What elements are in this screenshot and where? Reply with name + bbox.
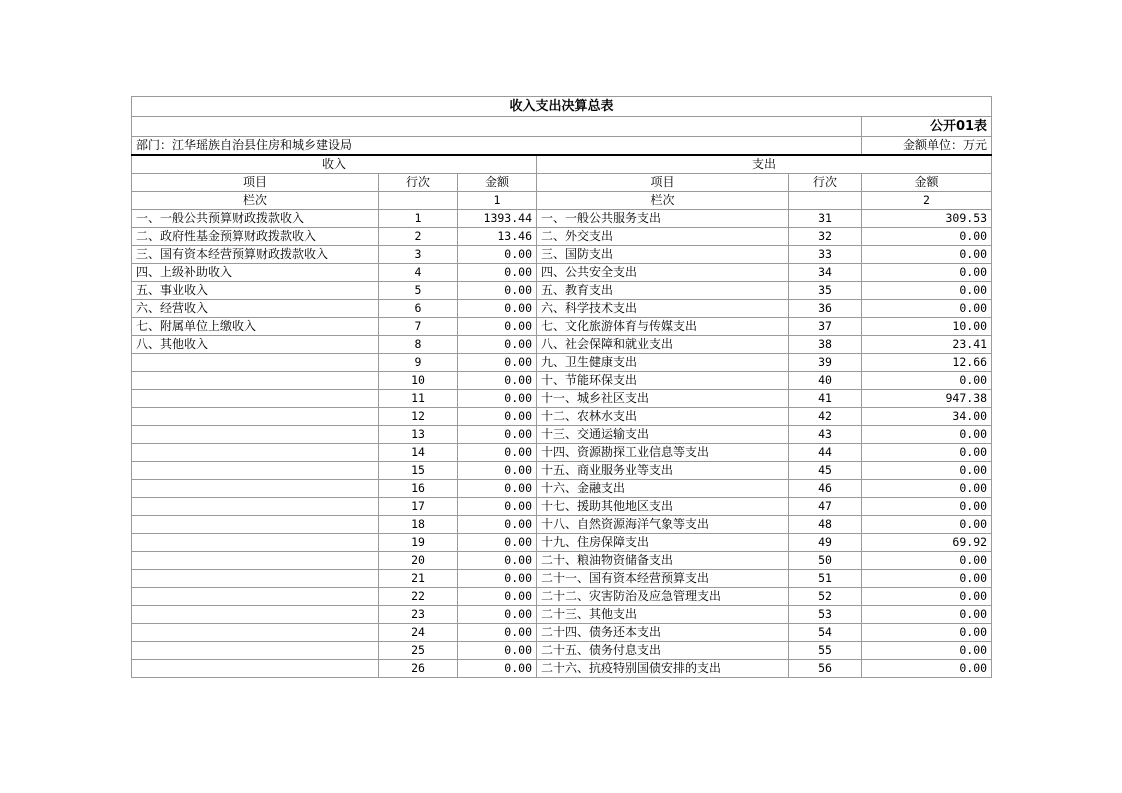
income-item	[132, 390, 379, 408]
expense-item: 十一、城乡社区支出	[537, 390, 789, 408]
expense-row-number: 37	[789, 318, 862, 336]
income-amount: 0.00	[458, 642, 537, 660]
table-code: 公开01表	[862, 117, 992, 137]
expense-amount: 0.00	[862, 660, 992, 678]
income-amount: 0.00	[458, 624, 537, 642]
income-amount: 0.00	[458, 462, 537, 480]
expense-item: 一、一般公共服务支出	[537, 210, 789, 228]
table-row	[132, 534, 992, 552]
unit-label: 金额单位：万元	[862, 137, 992, 156]
expense-row-number: 39	[789, 354, 862, 372]
table-row	[132, 246, 992, 264]
expense-row-number: 34	[789, 264, 862, 282]
income-row-number: 22	[379, 588, 458, 606]
income-amount: 0.00	[458, 444, 537, 462]
income-item	[132, 444, 379, 462]
income-item	[132, 624, 379, 642]
table-row	[132, 588, 992, 606]
column-number-row	[132, 192, 992, 210]
expense-amount: 0.00	[862, 282, 992, 300]
income-item	[132, 660, 379, 678]
expense-item: 六、科学技术支出	[537, 300, 789, 318]
income-row-number: 11	[379, 390, 458, 408]
income-rowno-header: 行次	[379, 174, 458, 192]
income-item	[132, 570, 379, 588]
expense-amount: 0.00	[862, 246, 992, 264]
expense-item: 十三、交通运输支出	[537, 426, 789, 444]
expense-row-number: 42	[789, 408, 862, 426]
expense-row-number: 52	[789, 588, 862, 606]
expense-amount: 23.41	[862, 336, 992, 354]
expense-amount: 0.00	[862, 516, 992, 534]
expense-row-number: 50	[789, 552, 862, 570]
expense-row-number: 36	[789, 300, 862, 318]
income-item: 三、国有资本经营预算财政拨款收入	[132, 246, 379, 264]
expense-amount: 0.00	[862, 264, 992, 282]
expense-amount: 12.66	[862, 354, 992, 372]
expense-row-number: 31	[789, 210, 862, 228]
income-row-number: 1	[379, 210, 458, 228]
expense-item: 四、公共安全支出	[537, 264, 789, 282]
income-item	[132, 516, 379, 534]
income-row-number: 15	[379, 462, 458, 480]
expense-item: 二十三、其他支出	[537, 606, 789, 624]
expense-item: 二十一、国有资本经营预算支出	[537, 570, 789, 588]
expense-row-number: 48	[789, 516, 862, 534]
expense-row-number: 38	[789, 336, 862, 354]
expense-row-number: 56	[789, 660, 862, 678]
income-item	[132, 426, 379, 444]
table-row	[132, 480, 992, 498]
income-row-number: 5	[379, 282, 458, 300]
income-col-label: 栏次	[132, 192, 379, 210]
expense-item: 二十四、债务还本支出	[537, 624, 789, 642]
expense-item: 二十六、抗疫特别国债安排的支出	[537, 660, 789, 678]
income-row-number: 12	[379, 408, 458, 426]
income-item	[132, 462, 379, 480]
expense-row-number: 40	[789, 372, 862, 390]
expense-amount: 0.00	[862, 588, 992, 606]
expense-item: 十五、商业服务业等支出	[537, 462, 789, 480]
income-amount: 0.00	[458, 318, 537, 336]
income-row-number: 26	[379, 660, 458, 678]
income-expense-table	[131, 96, 992, 678]
income-amount: 0.00	[458, 246, 537, 264]
income-row-number: 7	[379, 318, 458, 336]
expense-col-label: 栏次	[537, 192, 789, 210]
income-amount: 0.00	[458, 354, 537, 372]
table-row	[132, 282, 992, 300]
income-item: 八、其他收入	[132, 336, 379, 354]
income-amount: 0.00	[458, 390, 537, 408]
expense-item: 十八、自然资源海洋气象等支出	[537, 516, 789, 534]
expense-item: 八、社会保障和就业支出	[537, 336, 789, 354]
income-row-number: 6	[379, 300, 458, 318]
expense-row-number: 54	[789, 624, 862, 642]
income-amount: 0.00	[458, 516, 537, 534]
table-row	[132, 642, 992, 660]
table-row	[132, 660, 992, 678]
income-item: 四、上级补助收入	[132, 264, 379, 282]
income-item	[132, 552, 379, 570]
expense-amount: 0.00	[862, 426, 992, 444]
table-row	[132, 354, 992, 372]
expense-row-number: 41	[789, 390, 862, 408]
income-amount: 0.00	[458, 498, 537, 516]
income-item	[132, 606, 379, 624]
income-row-number: 16	[379, 480, 458, 498]
income-item	[132, 642, 379, 660]
expense-amount: 34.00	[862, 408, 992, 426]
table-row	[132, 336, 992, 354]
income-amount: 13.46	[458, 228, 537, 246]
expense-row-number: 49	[789, 534, 862, 552]
expense-row-number: 53	[789, 606, 862, 624]
title-row	[132, 97, 992, 117]
income-row-number: 25	[379, 642, 458, 660]
income-item	[132, 372, 379, 390]
expense-amount: 0.00	[862, 498, 992, 516]
expense-amount: 0.00	[862, 480, 992, 498]
table-row	[132, 570, 992, 588]
income-amount: 0.00	[458, 570, 537, 588]
table-row	[132, 498, 992, 516]
table-row	[132, 606, 992, 624]
expense-row-number: 33	[789, 246, 862, 264]
income-item: 五、事业收入	[132, 282, 379, 300]
expense-row-number: 35	[789, 282, 862, 300]
expense-section-header: 支出	[537, 155, 992, 174]
expense-amount: 0.00	[862, 228, 992, 246]
department-label: 部门：江华瑶族自治县住房和城乡建设局	[132, 137, 862, 156]
income-item: 七、附属单位上缴收入	[132, 318, 379, 336]
expense-item: 十七、援助其他地区支出	[537, 498, 789, 516]
table-row	[132, 300, 992, 318]
expense-amount: 309.53	[862, 210, 992, 228]
income-row-number: 9	[379, 354, 458, 372]
income-item: 二、政府性基金预算财政拨款收入	[132, 228, 379, 246]
expense-amount: 0.00	[862, 444, 992, 462]
table-row	[132, 228, 992, 246]
table-row	[132, 624, 992, 642]
income-amount: 0.00	[458, 606, 537, 624]
income-amount: 0.00	[458, 336, 537, 354]
income-item	[132, 408, 379, 426]
income-amount: 0.00	[458, 588, 537, 606]
department-row	[132, 137, 992, 156]
expense-item: 二、外交支出	[537, 228, 789, 246]
income-amount: 0.00	[458, 372, 537, 390]
income-row-number: 10	[379, 372, 458, 390]
expense-row-number: 32	[789, 228, 862, 246]
income-row-number: 24	[379, 624, 458, 642]
table-row	[132, 516, 992, 534]
expense-item: 十二、农林水支出	[537, 408, 789, 426]
income-item	[132, 588, 379, 606]
expense-item: 十四、资源勘探工业信息等支出	[537, 444, 789, 462]
expense-col-number: 2	[862, 192, 992, 210]
income-row-number: 14	[379, 444, 458, 462]
expense-amount: 10.00	[862, 318, 992, 336]
income-item	[132, 480, 379, 498]
expense-amount: 69.92	[862, 534, 992, 552]
expense-amount: 947.38	[862, 390, 992, 408]
income-row-number: 13	[379, 426, 458, 444]
income-section-header: 收入	[132, 155, 537, 174]
table-row	[132, 264, 992, 282]
income-amount-header: 金额	[458, 174, 537, 192]
table-row	[132, 426, 992, 444]
table-row	[132, 372, 992, 390]
income-amount: 0.00	[458, 552, 537, 570]
expense-item: 九、卫生健康支出	[537, 354, 789, 372]
income-row-number: 8	[379, 336, 458, 354]
income-col-number: 1	[458, 192, 537, 210]
expense-amount: 0.00	[862, 606, 992, 624]
expense-item: 十九、住房保障支出	[537, 534, 789, 552]
expense-amount: 0.00	[862, 462, 992, 480]
income-amount: 0.00	[458, 660, 537, 678]
expense-item: 十六、金融支出	[537, 480, 789, 498]
expense-rowno-header: 行次	[789, 174, 862, 192]
expense-row-number: 55	[789, 642, 862, 660]
income-row-number: 2	[379, 228, 458, 246]
income-item	[132, 498, 379, 516]
expense-amount: 0.00	[862, 570, 992, 588]
expense-row-number: 45	[789, 462, 862, 480]
expense-amount: 0.00	[862, 552, 992, 570]
expense-row-number: 44	[789, 444, 862, 462]
income-amount: 0.00	[458, 300, 537, 318]
income-amount: 0.00	[458, 534, 537, 552]
income-amount: 0.00	[458, 480, 537, 498]
expense-row-number: 47	[789, 498, 862, 516]
expense-item: 三、国防支出	[537, 246, 789, 264]
income-item	[132, 354, 379, 372]
income-item-header: 项目	[132, 174, 379, 192]
expense-amount: 0.00	[862, 300, 992, 318]
income-row-number: 17	[379, 498, 458, 516]
expense-amount: 0.00	[862, 642, 992, 660]
expense-item: 十、节能环保支出	[537, 372, 789, 390]
income-amount: 0.00	[458, 264, 537, 282]
expense-row-number: 43	[789, 426, 862, 444]
expense-amount: 0.00	[862, 624, 992, 642]
expense-amount: 0.00	[862, 372, 992, 390]
table-code-row	[132, 117, 992, 137]
expense-row-number: 51	[789, 570, 862, 588]
table-row	[132, 210, 992, 228]
section-header-row	[132, 155, 992, 174]
report-title: 收入支出决算总表	[132, 97, 992, 117]
income-row-number: 23	[379, 606, 458, 624]
table-row	[132, 552, 992, 570]
income-row-number: 4	[379, 264, 458, 282]
income-item: 六、经营收入	[132, 300, 379, 318]
table-row	[132, 444, 992, 462]
expense-item: 二十、粮油物资储备支出	[537, 552, 789, 570]
expense-item: 二十五、债务付息支出	[537, 642, 789, 660]
table-row	[132, 318, 992, 336]
income-amount: 0.00	[458, 426, 537, 444]
expense-item: 二十二、灾害防治及应急管理支出	[537, 588, 789, 606]
income-amount: 0.00	[458, 408, 537, 426]
income-item: 一、一般公共预算财政拨款收入	[132, 210, 379, 228]
income-row-number: 3	[379, 246, 458, 264]
income-row-number: 18	[379, 516, 458, 534]
table-row	[132, 408, 992, 426]
expense-row-number: 46	[789, 480, 862, 498]
report-sheet	[131, 96, 991, 678]
table-row	[132, 462, 992, 480]
income-row-number: 21	[379, 570, 458, 588]
expense-amount-header: 金额	[862, 174, 992, 192]
income-amount: 1393.44	[458, 210, 537, 228]
income-row-number: 19	[379, 534, 458, 552]
expense-item: 七、文化旅游体育与传媒支出	[537, 318, 789, 336]
income-row-number: 20	[379, 552, 458, 570]
income-item	[132, 534, 379, 552]
expense-item: 五、教育支出	[537, 282, 789, 300]
table-row	[132, 390, 992, 408]
expense-item-header: 项目	[537, 174, 789, 192]
column-header-row	[132, 174, 992, 192]
income-amount: 0.00	[458, 282, 537, 300]
